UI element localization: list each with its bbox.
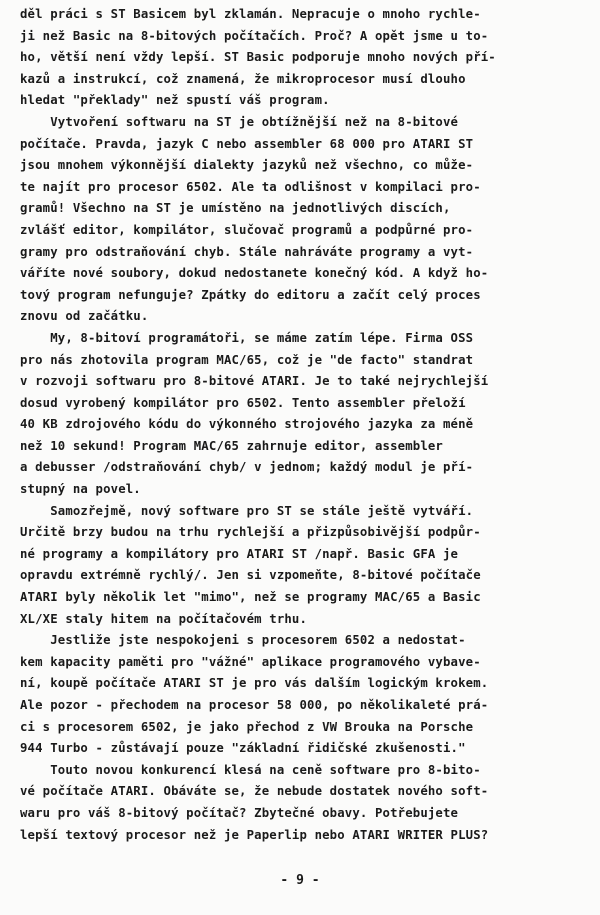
- text-line: v rozvoji softwaru pro 8-bitové ATARI. Je to také nejrychlejší: [20, 374, 489, 389]
- text-line: ATARI byly několik let "mimo", než se programy MAC/65 a Basic: [20, 590, 481, 605]
- text-line: lepší textový procesor než je Paperlip nebo ATARI WRITER PLUS?: [20, 827, 489, 842]
- text-line: váříte nové soubory, dokud nedostanete konečný kód. A když ho-: [20, 266, 489, 281]
- text-line: jsou mnohem výkonnější dialekty jazyků než všechno, co může-: [20, 158, 474, 173]
- text-line: počítače. Pravda, jazyk C nebo assembler 68 000 pro ATARI ST: [20, 136, 474, 151]
- text-line: gramů! Všechno na ST je umístěno na jednotlivých discích,: [20, 201, 451, 216]
- text-line: znovu od začátku.: [20, 309, 149, 324]
- text-line: gramy pro odstraňování chyb. Stále nahráváte programy a vyt-: [20, 244, 474, 259]
- document-body: [20, 4, 588, 846]
- text-line: 944 Turbo - zůstávají pouze "základní řidičské zkušenosti.": [20, 741, 466, 756]
- text-line: ho, větší není vždy lepší. ST Basic podporuje mnoho nových pří-: [20, 50, 496, 65]
- text-line: kem kapacity paměti pro "vážné" aplikace programového vybave-: [20, 654, 481, 669]
- text-line: pro nás zhotovila program MAC/65, což je "de facto" standrat: [20, 352, 474, 367]
- text-line: opravdu extrémně rychlý/. Jen si vzpomeňte, 8-bitové počítače: [20, 568, 481, 583]
- text-line: Samozřejmě, nový software pro ST se stále ještě vytváří.: [20, 503, 474, 518]
- text-line: dosud vyrobený kompilátor pro 6502. Tento assembler přeloží: [20, 395, 466, 410]
- text-line: hledat "překlady" než spustí váš program.: [20, 93, 330, 108]
- text-line: vé počítače ATARI. Obáváte se, že nebude dostatek nového soft-: [20, 784, 489, 799]
- text-line: Určitě brzy budou na trhu rychlejší a přizpůsobivější podpůr-: [20, 525, 481, 540]
- text-line: XL/XE staly hitem na počítačovém trhu.: [20, 611, 308, 626]
- text-line: ní, koupě počítače ATARI ST je pro vás dalším logickým krokem.: [20, 676, 489, 691]
- text-line: te najít pro procesor 6502. Ale ta odlišnost v kompilaci pro-: [20, 179, 481, 194]
- text-line: Jestliže jste nespokojeni s procesorem 6502 a nedostat-: [20, 633, 466, 648]
- text-line: né programy a kompilátory pro ATARI ST /např. Basic GFA je: [20, 546, 459, 561]
- text-line: My, 8-bitoví programátoři, se máme zatím lépe. Firma OSS: [20, 330, 474, 345]
- page-number: - 9 -: [280, 873, 320, 888]
- text-line: waru pro váš 8-bitový počítač? Zbytečné obavy. Potřebujete: [20, 805, 459, 820]
- text-line: než 10 sekund! Program MAC/65 zahrnuje editor, assembler: [20, 438, 443, 453]
- text-line: zvlášť editor, kompilátor, slučovač programů a podpůrné pro-: [20, 222, 474, 237]
- text-line: děl práci s ST Basicem byl zklamán. Nepracuje o mnoho rychle-: [20, 7, 481, 21]
- text-line: stupný na povel.: [20, 482, 141, 497]
- text-line: kazů a instrukcí, což znamená, že mikroprocesor musí dlouho: [20, 71, 466, 86]
- text-line: tový program nefunguje? Zpátky do editoru a začít celý proces: [20, 287, 481, 302]
- text-line: Vytvoření softwaru na ST je obtížnější než na 8-bitové: [20, 114, 459, 129]
- text-line: 40 KB zdrojového kódu do výkonného strojového jazyka za méně: [20, 417, 474, 432]
- text-line: a debusser /odstraňování chyb/ v jednom; každý modul je pří-: [20, 460, 474, 475]
- text-line: ji než Basic na 8-bitových počítačích. Proč? A opět jsme u to-: [20, 28, 489, 43]
- text-line: Ale pozor - přechodem na procesor 58 000, po několikaleté prá-: [20, 698, 489, 712]
- text-line: Touto novou konkurencí klesá na ceně software pro 8-bito-: [20, 762, 481, 777]
- text-line: ci s procesorem 6502, je jako přechod z VW Brouka na Porsche: [20, 719, 474, 734]
